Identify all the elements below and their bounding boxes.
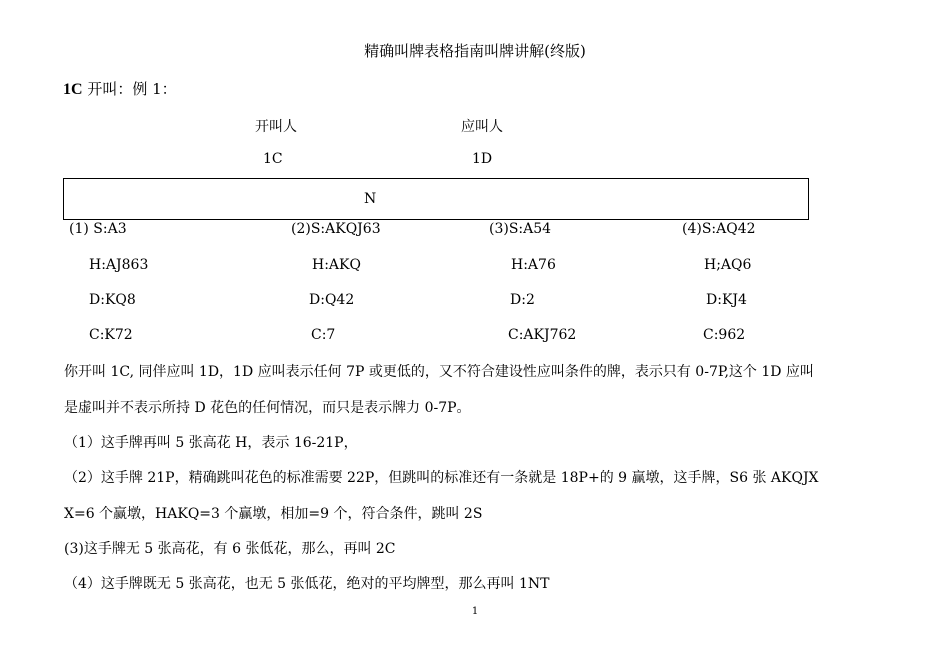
hand-3-hearts: H:A76	[511, 257, 556, 273]
responder-label: 应叫人	[461, 119, 503, 135]
hand-1-hearts: H:AJ863	[89, 257, 149, 273]
document-title: 精确叫牌表格指南叫牌讲解(终版)	[364, 42, 586, 60]
hand-4-spades: (4)S:AQ42	[682, 221, 756, 237]
hand-3-clubs: C:AKJ762	[508, 327, 577, 343]
hand-4-diamonds: D:KJ4	[706, 292, 747, 308]
analysis-item-2-line-2: X=6 个赢墩，HAKQ=3 个赢墩，相加=9 个，符合条件，跳叫 2S	[64, 506, 483, 522]
paragraph-1-line-1: 你开叫 1C, 同伴应叫 1D，1D 应叫表示任何 7P 或更低的，又不符合建设性应叫条件的牌，表示只有 0-7P,这个 1D 应叫	[64, 364, 814, 380]
opener-label: 开叫人	[255, 119, 297, 135]
hand-3-spades: (3)S:A54	[489, 221, 552, 237]
hand-4-clubs: C:962	[703, 327, 746, 343]
hand-3-diamonds: D:2	[510, 292, 535, 308]
hand-4-hearts: H;AQ6	[704, 257, 752, 273]
responder-bid: 1D	[472, 151, 493, 167]
hand-1-clubs: C:K72	[89, 327, 133, 343]
opener-bid: 1C	[263, 151, 283, 167]
hand-1-spades: (1) S:A3	[69, 221, 127, 237]
hand-2-diamonds: D:Q42	[309, 292, 355, 308]
hand-1-diamonds: D:KQ8	[89, 292, 136, 308]
compass-box	[63, 178, 809, 220]
section-heading	[63, 78, 177, 99]
analysis-item-1: （1）这手牌再叫 5 张高花 H，表示 16-21P，	[64, 435, 358, 451]
page-number: 1	[471, 606, 479, 617]
compass-north-label: N	[364, 191, 377, 207]
hand-2-clubs: C:7	[311, 327, 336, 343]
analysis-item-2-line-1: （2）这手牌 21P，精确跳叫花色的标准需要 22P，但跳叫的标准还有一条就是 18P+的 9 赢墩，这手牌，S6 张 AKQJX	[64, 470, 819, 486]
paragraph-1-line-2: 是虚叫并不表示所持 D 花色的任何情况，而只是表示牌力 0-7P。	[64, 400, 471, 416]
section-heading-bid: 1C	[63, 81, 83, 98]
hand-2-hearts: H:AKQ	[312, 257, 361, 273]
analysis-item-4: （4）这手牌既无 5 张高花，也无 5 张低花，绝对的平均牌型，那么再叫 1NT	[64, 576, 550, 592]
section-heading-text: 开叫：例 1：	[82, 80, 177, 98]
hand-2-spades: (2)S:AKQJ63	[291, 221, 381, 237]
analysis-item-3: (3)这手牌无 5 张高花，有 6 张低花，那么，再叫 2C	[64, 541, 396, 557]
